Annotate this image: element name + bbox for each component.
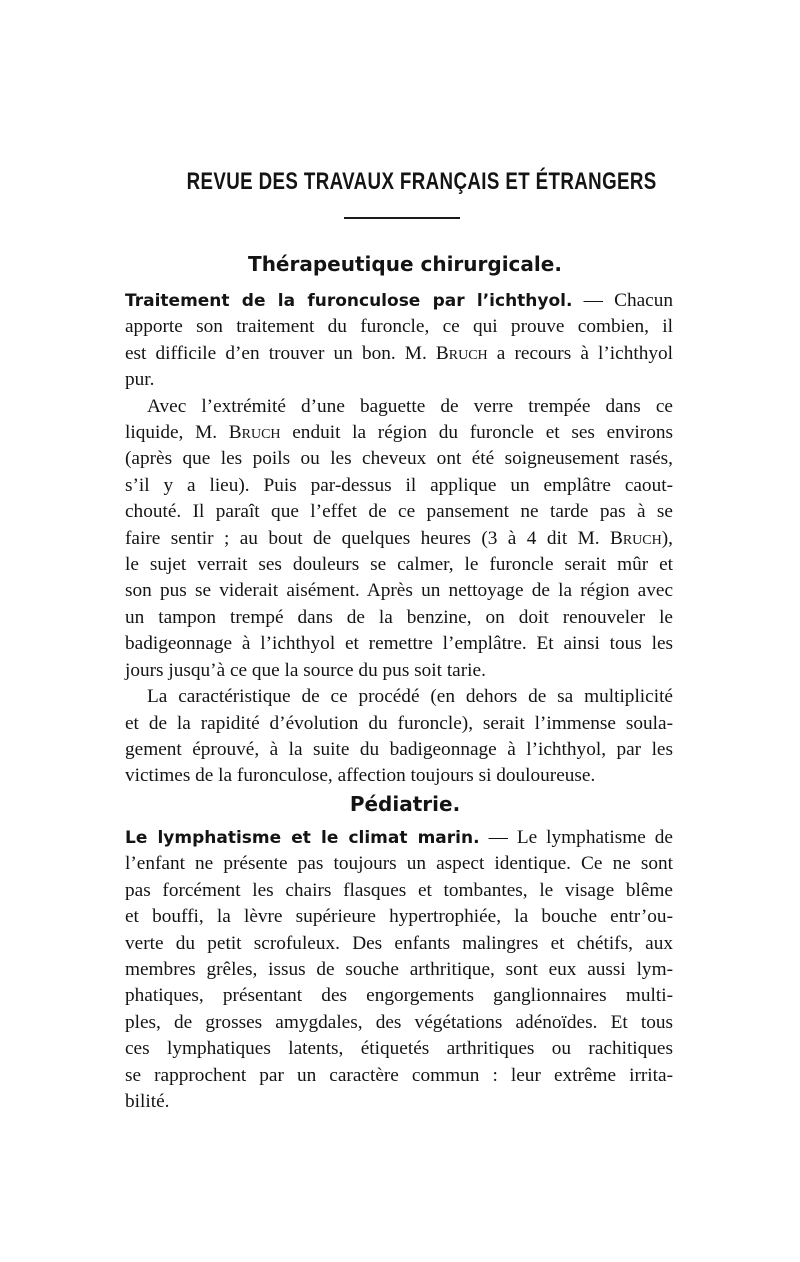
text-line: Avec l’extrémité d’une baguette de verre trempée dans ce [147, 395, 673, 417]
text-line: phatiques, présentant des engorgements ganglionnaires multi- [125, 985, 673, 1007]
lead-rest: — Chacun [572, 290, 673, 311]
text-line: est difficile d’en trouver un bon. M. Bruch a recours à l’ichthyol [125, 342, 674, 364]
running-head: REVUE DES TRAVAUX FRANÇAIS ET ÉTRANGERS [186, 168, 657, 195]
text-line: l’enfant ne présente pas toujours un aspect identique. Ce ne sont [125, 853, 673, 875]
text-line: son pus se viderait aisément. Après un nettoyage de la région avec [125, 580, 673, 602]
text-line: et bouffi, la lèvre supérieure hypertrophiée, la bouche entr’ou- [125, 906, 673, 928]
text-line: liquide, M. Bruch enduit la région du furoncle et ses environs [125, 422, 673, 444]
article-lead-lymphatisme: Le lymphatisme et le climat marin. [125, 828, 480, 848]
lead-rest: — Le lymphatisme de [479, 827, 673, 848]
section-body-pediatrie [125, 825, 673, 1115]
text-line: apporte son traitement du furoncle, ce qui prouve combien, il [125, 316, 673, 338]
text-line: gement éprouvé, à la suite du badigeonnage à l’ichthyol, par les [125, 738, 673, 760]
author-name: Bruch [228, 422, 281, 444]
text-line: badigeonnage à l’ichthyol et remettre l’emplâtre. Et ainsi tous les [125, 633, 673, 655]
author-name: Bruch [435, 342, 488, 364]
section-title-pediatrie: Pédiatrie. [349, 792, 461, 816]
text-line: ples, de grosses amygdales, des végétations adénoïdes. Et tous [125, 1011, 673, 1033]
text-line: membres grêles, issus de souche arthritique, sont eux aussi lym- [125, 959, 673, 981]
text-line: chouté. Il paraît que l’effet de ce pansement ne tarde pas à se [125, 501, 673, 523]
author-name: Bruch [609, 527, 662, 549]
text-line: verte du petit scrofuleux. Des enfants malingres et chétifs, aux [125, 932, 673, 954]
text-line: ces lymphatiques latents, étiquetés arthritiques ou rachitiques [125, 1038, 673, 1060]
text-line [125, 288, 673, 314]
text-line: pur. [125, 369, 155, 391]
text-line: pas forcément les chairs flasques et tombantes, le visage blême [125, 879, 673, 901]
text-line: bilité. [125, 1091, 170, 1113]
article-lead-ichthyol: Traitement de la furonculose par l’ichthyol. [125, 291, 573, 311]
text-line: victimes de la furonculose, affection toujours si douloureuse. [125, 765, 596, 787]
header-rule [344, 217, 460, 219]
section-body-therapeutique [125, 288, 673, 790]
text-line: se rapprochent par un caractère commun : leur extrême irrita- [125, 1064, 673, 1086]
text-line [125, 825, 673, 851]
text-line: La caractéristique de ce procédé (en dehors de sa multiplicité [147, 686, 673, 708]
text-line: jours jusqu’à ce que la source du pus soit tarie. [125, 659, 486, 681]
text-line: s’il y a lieu). Puis par-dessus il applique un emplâtre caout- [125, 474, 673, 496]
text-line: le sujet verrait ses douleurs se calmer, le furoncle serait mûr et [125, 554, 673, 576]
section-title-therapeutique: Thérapeutique chirurgicale. [248, 252, 562, 276]
text-line: un tampon trempé dans de la benzine, on doit renouveler le [125, 606, 673, 628]
text-line: (après que les poils ou les cheveux ont été soigneusement rasés, [125, 448, 673, 470]
text-line: et de la rapidité d’évolution du furoncle), serait l’immense soula- [125, 712, 673, 734]
text-line: faire sentir ; au bout de quelques heures (3 à 4 dit M. Bruch), [125, 527, 673, 549]
